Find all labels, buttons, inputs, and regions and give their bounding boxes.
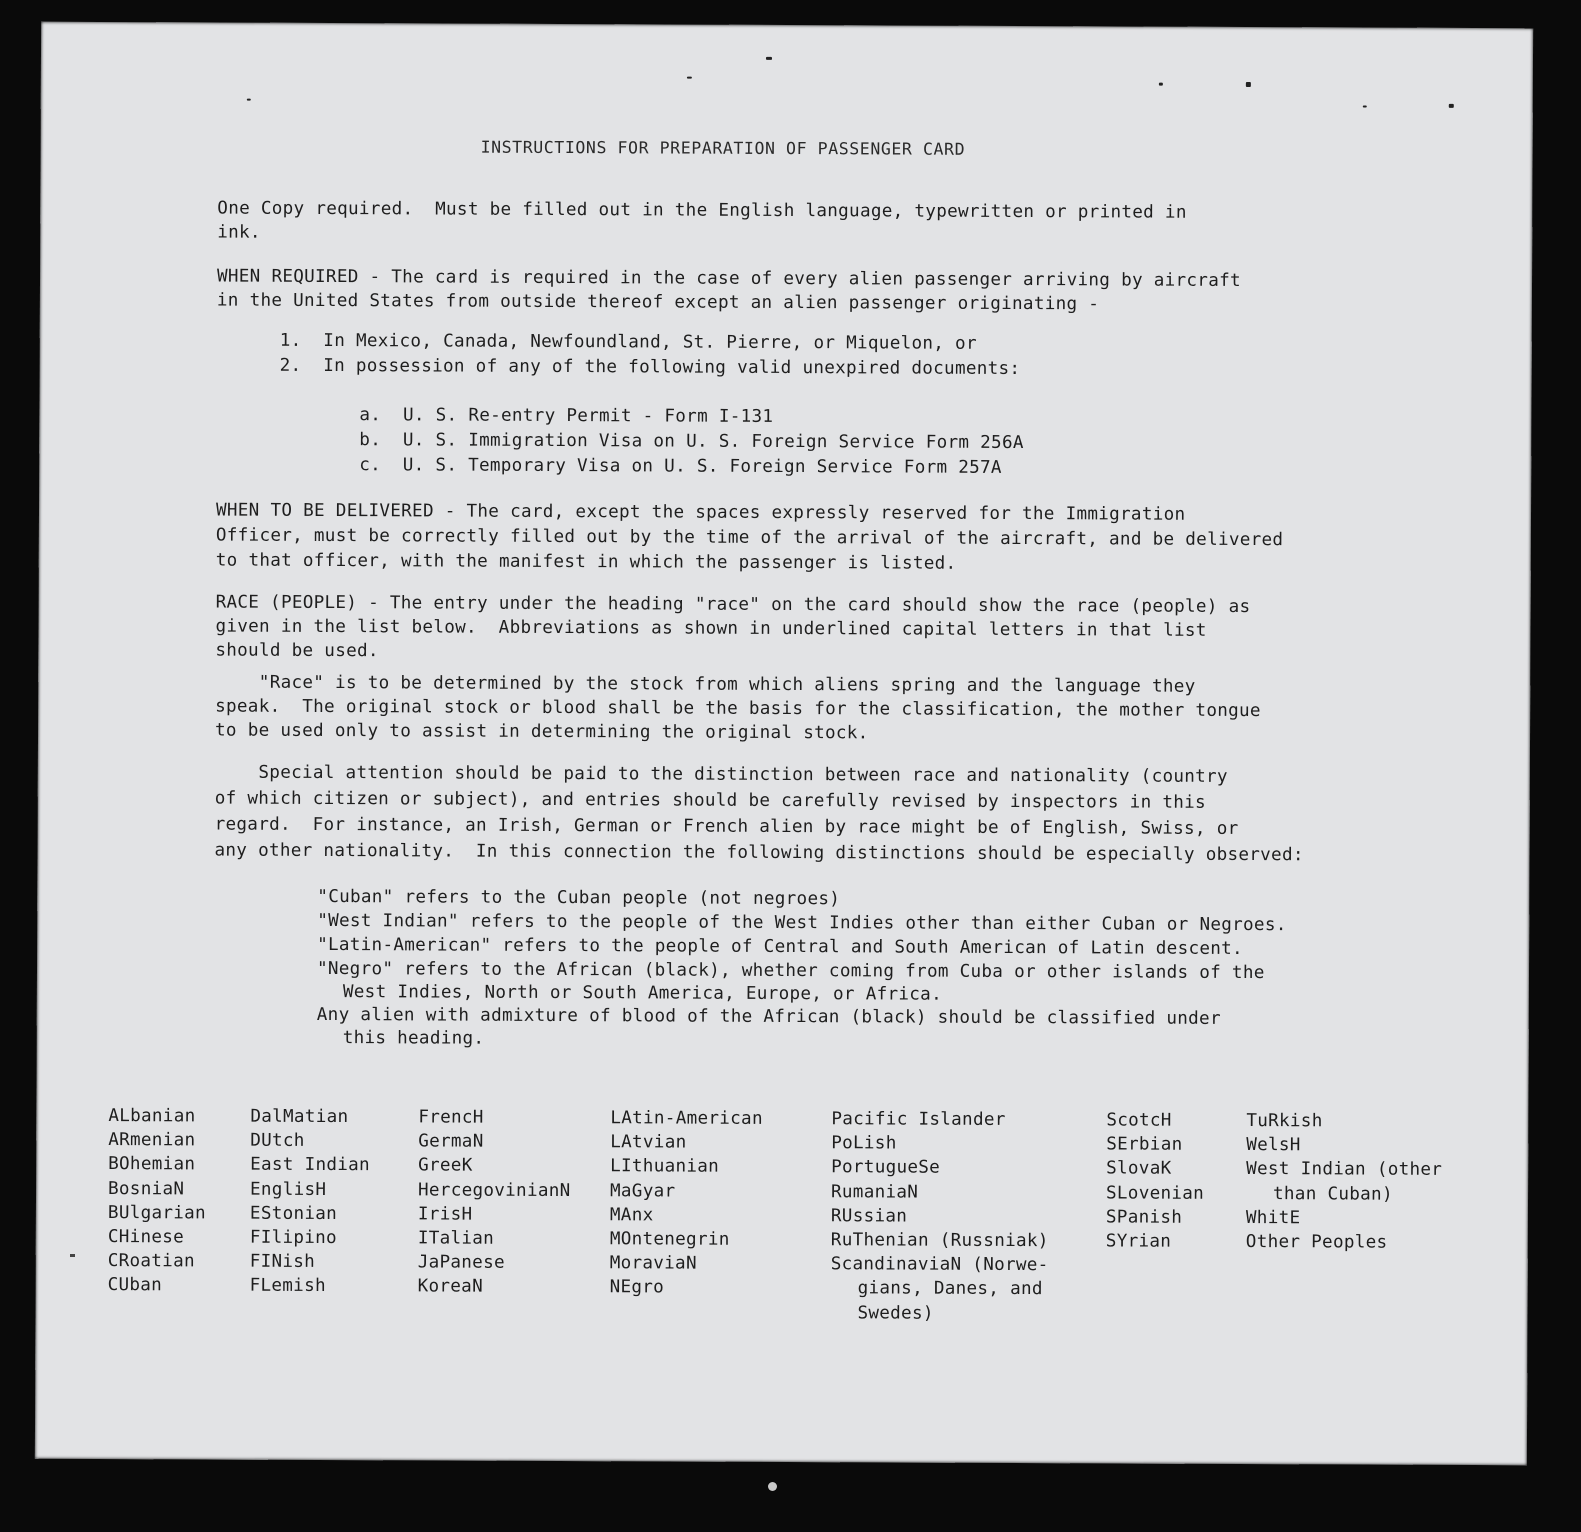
- race-entry: KoreaN: [417, 1276, 484, 1298]
- race-list-column-2: [250, 1105, 371, 1299]
- race-entry: MoraviaN: [609, 1253, 697, 1274]
- scan-speck: [70, 1254, 75, 1257]
- race-entry: HercegovinianN: [418, 1180, 571, 1201]
- race-entry: TuRkish: [1246, 1111, 1323, 1132]
- race-entry: PoLish: [831, 1133, 897, 1154]
- paper-speck: [247, 99, 251, 101]
- race-list-column-3: [418, 1105, 571, 1299]
- when-delivered-paragraph: WHEN TO BE DELIVERED - The card, except the spaces expressly reserved for the Immigration Officer, must be correctly filled out by the time of the arrival of the aircraft, and be delivered to that officer, with the manifest in which the passenger is listed.: [215, 500, 1284, 574]
- race-entry: GreeK: [418, 1155, 473, 1177]
- race-entry: RUssian: [830, 1206, 908, 1227]
- race-entry: MAnx: [609, 1205, 654, 1226]
- race-entry: ScotcH: [1106, 1110, 1172, 1131]
- race-entry: MaGyar: [610, 1180, 676, 1202]
- document-item-c: c. U. S. Temporary Visa on U. S. Foreign Service Form 257A: [359, 455, 1002, 478]
- race-entry-continued: than Cuban): [1272, 1183, 1393, 1205]
- race-entry: JaPanese: [417, 1252, 505, 1274]
- paper-speck: [687, 77, 692, 79]
- race-entry: DUtch: [250, 1130, 305, 1152]
- race-entry: BosniaN: [108, 1178, 185, 1199]
- race-entry: NEgro: [609, 1277, 665, 1298]
- definition-latin-american: "Latin-American" refers to the people of Central and South American of Latin descent.: [317, 934, 1244, 960]
- race-entry: FINish: [249, 1251, 316, 1273]
- definition-cuban: "Cuban" refers to the Cuban people (not negroes): [317, 886, 841, 910]
- race-list-column-6: [1106, 1108, 1205, 1254]
- race-entry: WelsH: [1246, 1135, 1301, 1156]
- definition-admixture: Any alien with admixture of blood of the African (black) should be classified under: [316, 1004, 1221, 1029]
- race-people-paragraph: RACE (PEOPLE) - The entry under the heading "race" on the card should show the race (people) as given in the list below. Abbreviations as shown in underlined capital letters in that list should be used.: [215, 592, 1251, 662]
- race-entry-continued: gians, Danes, and: [857, 1278, 1043, 1300]
- race-entry: FLemish: [249, 1276, 326, 1297]
- race-entry: SYrian: [1105, 1231, 1172, 1252]
- race-entry: CHinese: [107, 1227, 185, 1248]
- paper-speck: [766, 57, 772, 60]
- race-entry: ITalian: [417, 1228, 495, 1249]
- race-entry: Other Peoples: [1245, 1232, 1388, 1253]
- race-entry: DalMatian: [250, 1106, 349, 1128]
- race-entry: BUlgarian: [107, 1202, 207, 1224]
- race-stock-paragraph: "Race" is to be determined by the stock from which aliens spring and the language they speak. The original stock or blood shall be the basis for the classification, the mother tongue to be used only to assist in determining the original stock.: [215, 672, 1261, 744]
- copy-requirement-paragraph: One Copy required. Must be filled out in the English language, typewritten or printed in ink.: [217, 198, 1187, 243]
- document-page: [35, 22, 1533, 1465]
- special-attention-paragraph: Special attention should be paid to the distinction between race and nationality (country of which citizen or subject), and entries should be carefully revised by inspectors in this regard. For instance, an Irish, German or French alien by race might be of English, Swiss, or any other nationality. In this connection the following distinctions should be especially observed:: [214, 762, 1304, 866]
- definition-negro: "Negro" refers to the African (black), whether coming from Cuba or other islands of the: [316, 958, 1265, 984]
- when-required-paragraph: WHEN REQUIRED - The card is required in the case of every alien passenger arriving by aircraft in the United States from outside thereof except an alien passenger originating -: [216, 266, 1241, 315]
- paper-speck: [1363, 106, 1367, 108]
- race-entry: ARmenian: [108, 1130, 196, 1151]
- document-item-b: b. U. S. Immigration Visa on U. S. Foreign Service Form 256A: [359, 430, 1024, 454]
- race-entry: PortugueSe: [831, 1157, 941, 1179]
- document-item-a: a. U. S. Re-entry Permit - Form I-131: [359, 405, 774, 427]
- race-entry: West Indian (other: [1246, 1159, 1443, 1181]
- race-entry: ScandinaviaN (Norwe-: [830, 1254, 1049, 1276]
- race-entry: IrisH: [417, 1204, 473, 1225]
- race-entry: FrencH: [418, 1107, 484, 1128]
- race-entry: RuThenian (Russniak): [830, 1230, 1049, 1252]
- race-entry: EStonian: [249, 1203, 338, 1224]
- race-entry: SLovenian: [1105, 1183, 1205, 1204]
- definition-negro-continued: West Indies, North or South America, Europe, or Africa.: [342, 982, 943, 1005]
- origin-item-1: 1. In Mexico, Canada, Newfoundland, St. Pierre, or Miquelon, or: [279, 330, 977, 354]
- race-entry: BOhemian: [108, 1154, 196, 1175]
- race-entry: EnglisH: [250, 1179, 327, 1200]
- race-list-column-5: [830, 1107, 1049, 1326]
- definition-west-indian: "West Indian" refers to the people of the West Indies other than either Cuban or Negroes.: [317, 910, 1287, 936]
- paper-speck: [1449, 104, 1454, 108]
- race-list-column-1: [108, 1104, 207, 1298]
- race-entry: FIlipino: [249, 1227, 338, 1249]
- race-entry: WhitE: [1245, 1207, 1301, 1229]
- race-entry: ALbanian: [108, 1106, 196, 1127]
- race-entry: CRoatian: [107, 1251, 195, 1272]
- race-entry: SErbian: [1106, 1134, 1183, 1155]
- race-entry: SPanish: [1105, 1207, 1183, 1228]
- race-entry: LAtvian: [610, 1132, 687, 1153]
- race-entry: East Indian: [250, 1155, 371, 1176]
- race-entry: Pacific Islander: [831, 1109, 1006, 1130]
- definition-admixture-continued: this heading.: [342, 1028, 485, 1049]
- race-entry: LAtin-American: [610, 1108, 763, 1129]
- paper-speck: [1246, 82, 1251, 87]
- race-entry: MOntenegrin: [609, 1229, 730, 1250]
- race-list-column-4: [610, 1106, 763, 1300]
- race-entry: RumaniaN: [831, 1181, 919, 1203]
- race-entry: CUban: [107, 1275, 163, 1296]
- origin-item-2: 2. In possession of any of the following valid unexpired documents:: [279, 355, 1021, 380]
- scan-speck: [768, 1482, 777, 1491]
- race-entry-continued: Swedes): [857, 1302, 934, 1324]
- race-list-column-7: [1246, 1109, 1443, 1255]
- document-title: INSTRUCTIONS FOR PREPARATION OF PASSENGER CARD: [480, 137, 966, 159]
- paper-speck: [1159, 83, 1163, 86]
- race-entry: SlovaK: [1106, 1158, 1172, 1180]
- race-entry: LIthuanian: [610, 1156, 720, 1178]
- race-entry: GermaN: [418, 1131, 484, 1152]
